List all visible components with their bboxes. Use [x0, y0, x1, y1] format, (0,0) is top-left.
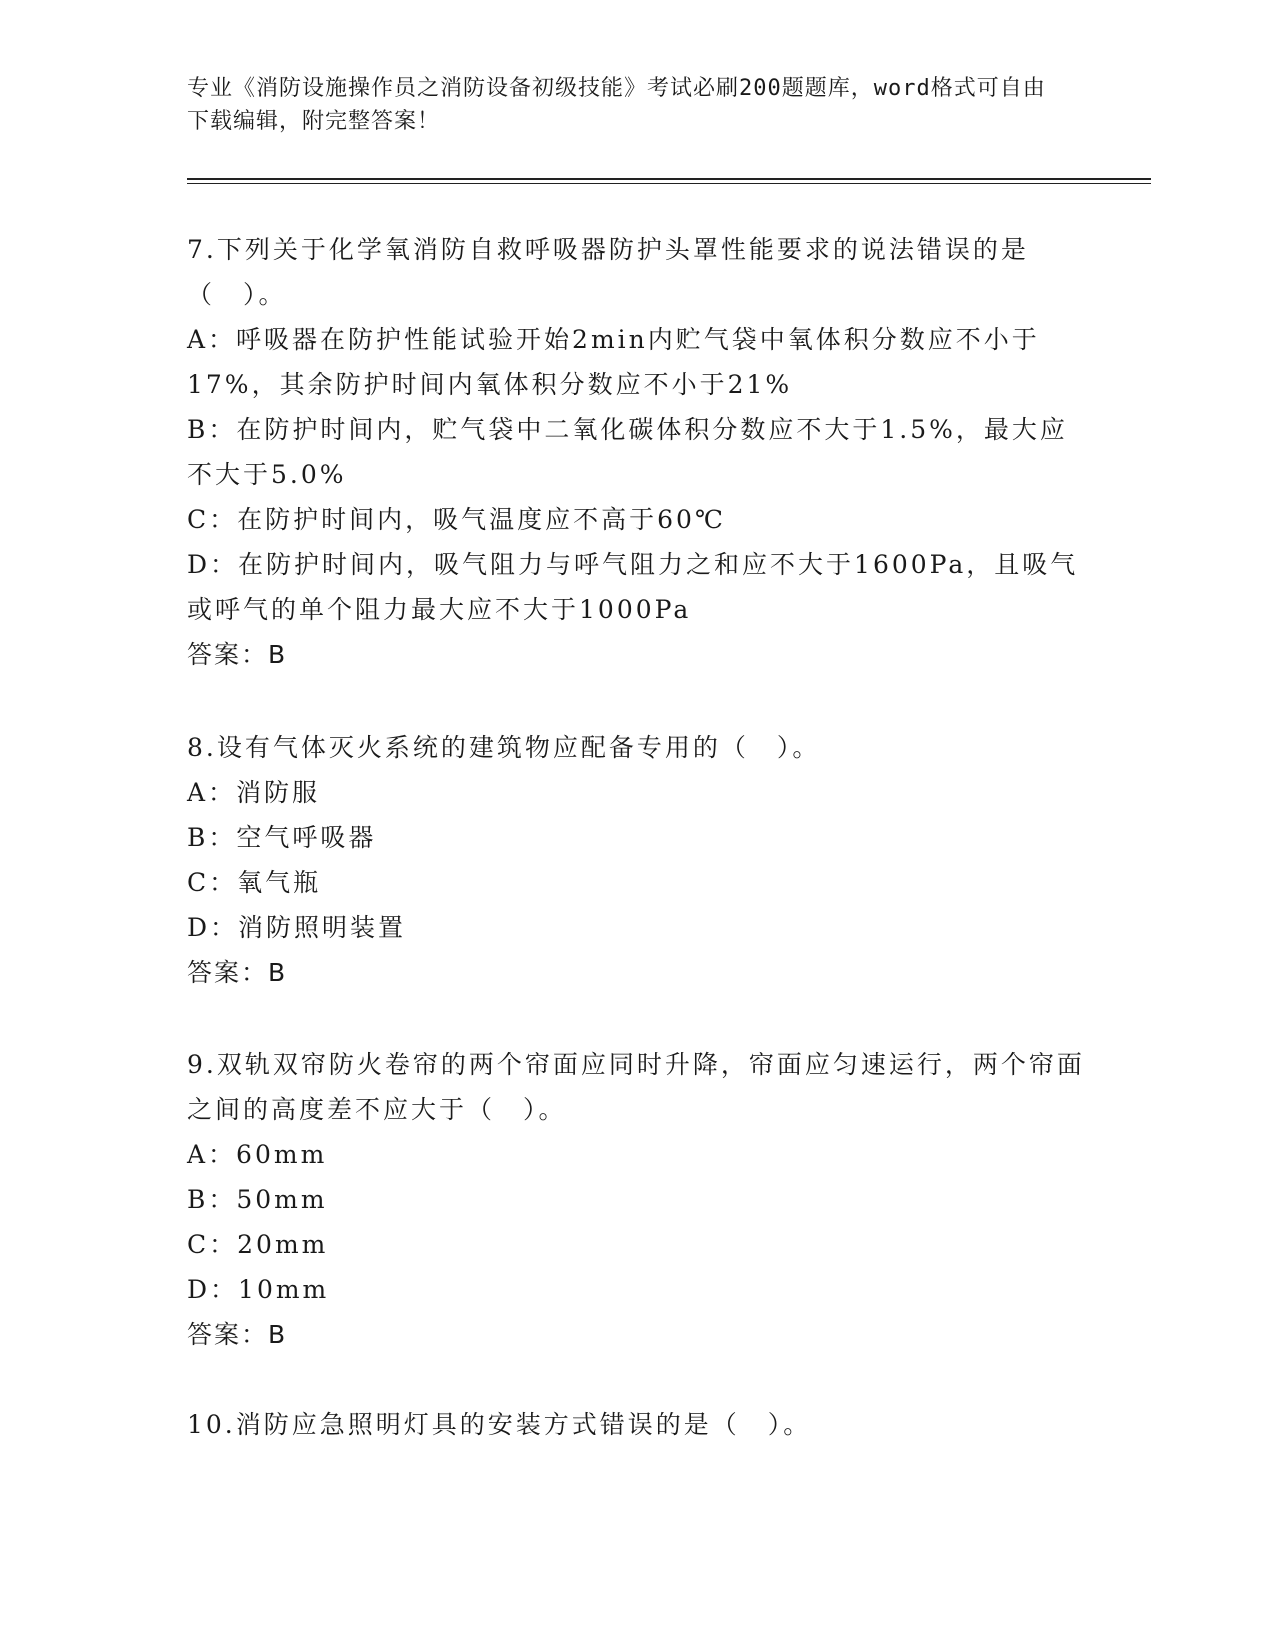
- option-b: B：50mm: [187, 1185, 328, 1214]
- option-c: C：在防护时间内，吸气温度应不高于60℃: [187, 505, 726, 534]
- option-d: D：10mm: [187, 1275, 330, 1304]
- answer-label: 答案：B: [187, 1320, 288, 1349]
- option-a: A：60mm: [187, 1140, 328, 1169]
- option-b: B：在防护时间内，贮气袋中二氧化碳体积分数应不大于1.5%，最大应不大于5.0%: [187, 415, 1068, 489]
- question-stem: 9.双轨双帘防火卷帘的两个帘面应同时升降，帘面应匀速运行，两个帘面之间的高度差不应大于（ ）。: [187, 1050, 1085, 1124]
- question-stem: 8.设有气体灭火系统的建筑物应配备专用的（ ）。: [187, 733, 821, 762]
- question-stem: 7.下列关于化学氧消防自救呼吸器防护头罩性能要求的说法错误的是（ ）。: [187, 235, 1029, 309]
- option-d: D：消防照明装置: [187, 913, 407, 942]
- question-8: [187, 725, 1087, 995]
- option-a: A：呼吸器在防护性能试验开始2min内贮气袋中氧体积分数应不小于17%，其余防护时间内氧体积分数应不小于21%: [187, 325, 1040, 399]
- option-b: B：空气呼吸器: [187, 823, 377, 852]
- option-d: D：在防护时间内，吸气阻力与呼气阻力之和应不大于1600Pa，且吸气或呼气的单个阻力最大应不大于1000Pa: [187, 550, 1079, 624]
- question-7: [187, 227, 1087, 677]
- option-c: C：20mm: [187, 1230, 329, 1259]
- option-c: C：氧气瓶: [187, 868, 322, 897]
- header-rule-thin: [187, 183, 1151, 184]
- option-a: A：消防服: [187, 778, 321, 807]
- question-9: [187, 1042, 1087, 1357]
- question-10: [187, 1402, 1087, 1447]
- answer-label: 答案：B: [187, 958, 288, 987]
- question-stem: 10.消防应急照明灯具的安装方式错误的是（ ）。: [187, 1410, 812, 1439]
- header-intro-text: 专业《消防设施操作员之消防设备初级技能》考试必刷200题题库，word格式可自由下载编辑，附完整答案！: [187, 76, 1046, 134]
- answer-label: 答案：B: [187, 640, 288, 669]
- header-rule-thick: [187, 178, 1151, 180]
